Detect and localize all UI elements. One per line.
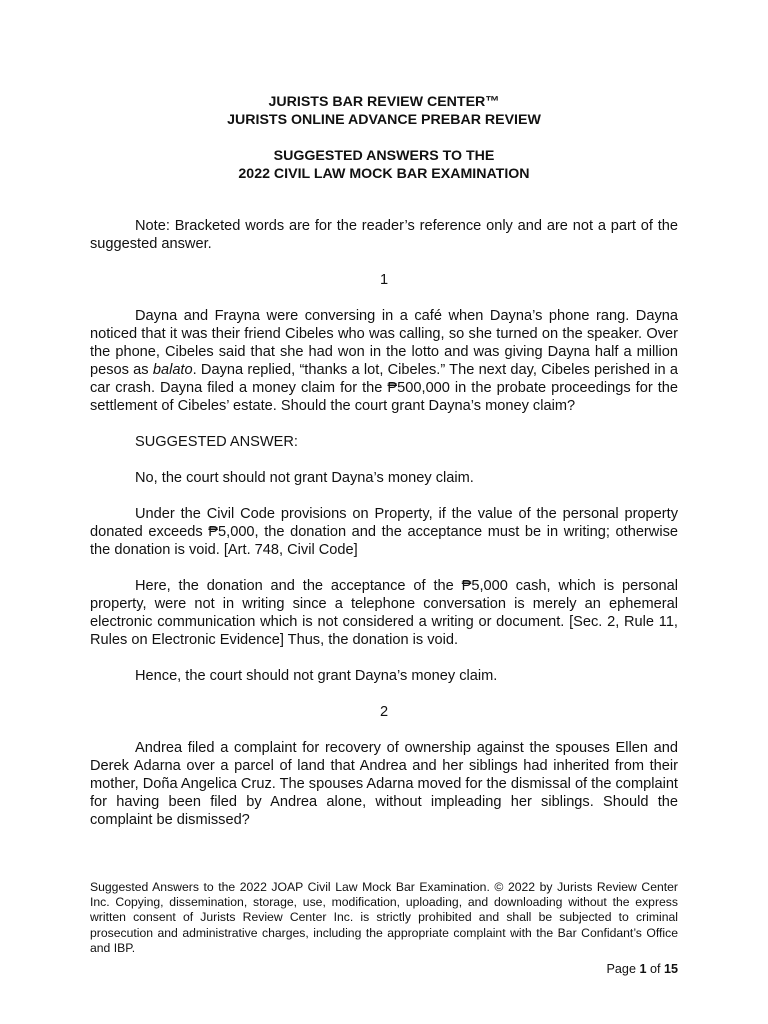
page-label: Page: [606, 962, 636, 976]
question-2-text: Andrea filed a complaint for recovery of ownership against the spouses Ellen and Derek Adarna over a parcel of land that Andrea and her siblings had inherited from their mother, Doña Angelica Cruz. The spouses Adarna moved for the dismissal of the complaint for having been filed by Andrea alone, without impleading her siblings. Should the complaint be dismissed?: [90, 740, 678, 828]
question-1-italic-term: balato: [152, 362, 193, 378]
page-total: 15: [663, 962, 678, 976]
question-number-2: 2: [379, 704, 389, 720]
page-number: [607, 961, 678, 977]
page-current: 1: [639, 962, 647, 976]
header-title-2: JURISTS ONLINE ADVANCE PREBAR REVIEW: [227, 112, 541, 128]
note-paragraph: Note: Bracketed words are for the reader’s reference only and are not a part of the suggested answer.: [90, 218, 678, 252]
answer-1-paragraph-1: No, the court should not grant Dayna’s money claim.: [135, 470, 474, 486]
answer-1-paragraph-2: Under the Civil Code provisions on Property, if the value of the personal property donated exceeds ₱5,000, the donation and the acceptance must be in writing; otherwise the donation is void. [Art. 748, Civil Code]: [90, 506, 678, 558]
header-title-1: JURISTS BAR REVIEW CENTER™: [268, 94, 500, 110]
question-number-1: 1: [379, 272, 389, 288]
page-of: of: [649, 962, 661, 976]
suggested-answer-heading: SUGGESTED ANSWER:: [135, 434, 298, 450]
question-1-text: [90, 307, 678, 415]
header-title-3: SUGGESTED ANSWERS TO THE: [273, 148, 495, 164]
question-1-text-a: Dayna and Frayna were conversing in a café when Dayna’s phone rang. Dayna noticed that it was their friend Cibeles who was calling, so she turned on the speaker. Over the phone, Cibeles said that she had won in the lotto and was giving Dayna half a million pesos as: [90, 308, 678, 378]
header-title-4: 2022 CIVIL LAW MOCK BAR EXAMINATION: [238, 166, 530, 182]
question-1-text-b: . Dayna replied, “thanks a lot, Cibeles.” The next day, Cibeles perished in a car crash. Dayna filed a money claim for the ₱500,000 in the probate proceedings for the settlement of Cibeles’ estate. Should the court grant Dayna’s money claim?: [90, 362, 678, 414]
page-content: [90, 93, 678, 829]
copyright-footer: Suggested Answers to the 2022 JOAP Civil Law Mock Bar Examination. © 2022 by Jurists Review Center Inc. Copying, dissemination, storage, use, modification, uploading, and downloading without the express written consent of Jurists Review Center Inc. is strictly prohibited and shall be subjected to criminal prosecution and administrative charges, including the appropriate complaint with the Bar Confidant’s Office and IBP.: [90, 880, 678, 955]
answer-1-paragraph-4: Hence, the court should not grant Dayna’s money claim.: [135, 668, 498, 684]
answer-1-paragraph-3: Here, the donation and the acceptance of the ₱5,000 cash, which is personal property, were not in writing since a telephone conversation is merely an ephemeral electronic communication which is not considered a writing or document. [Sec. 2, Rule 11, Rules on Electronic Evidence] Thus, the donation is void.: [90, 578, 678, 648]
